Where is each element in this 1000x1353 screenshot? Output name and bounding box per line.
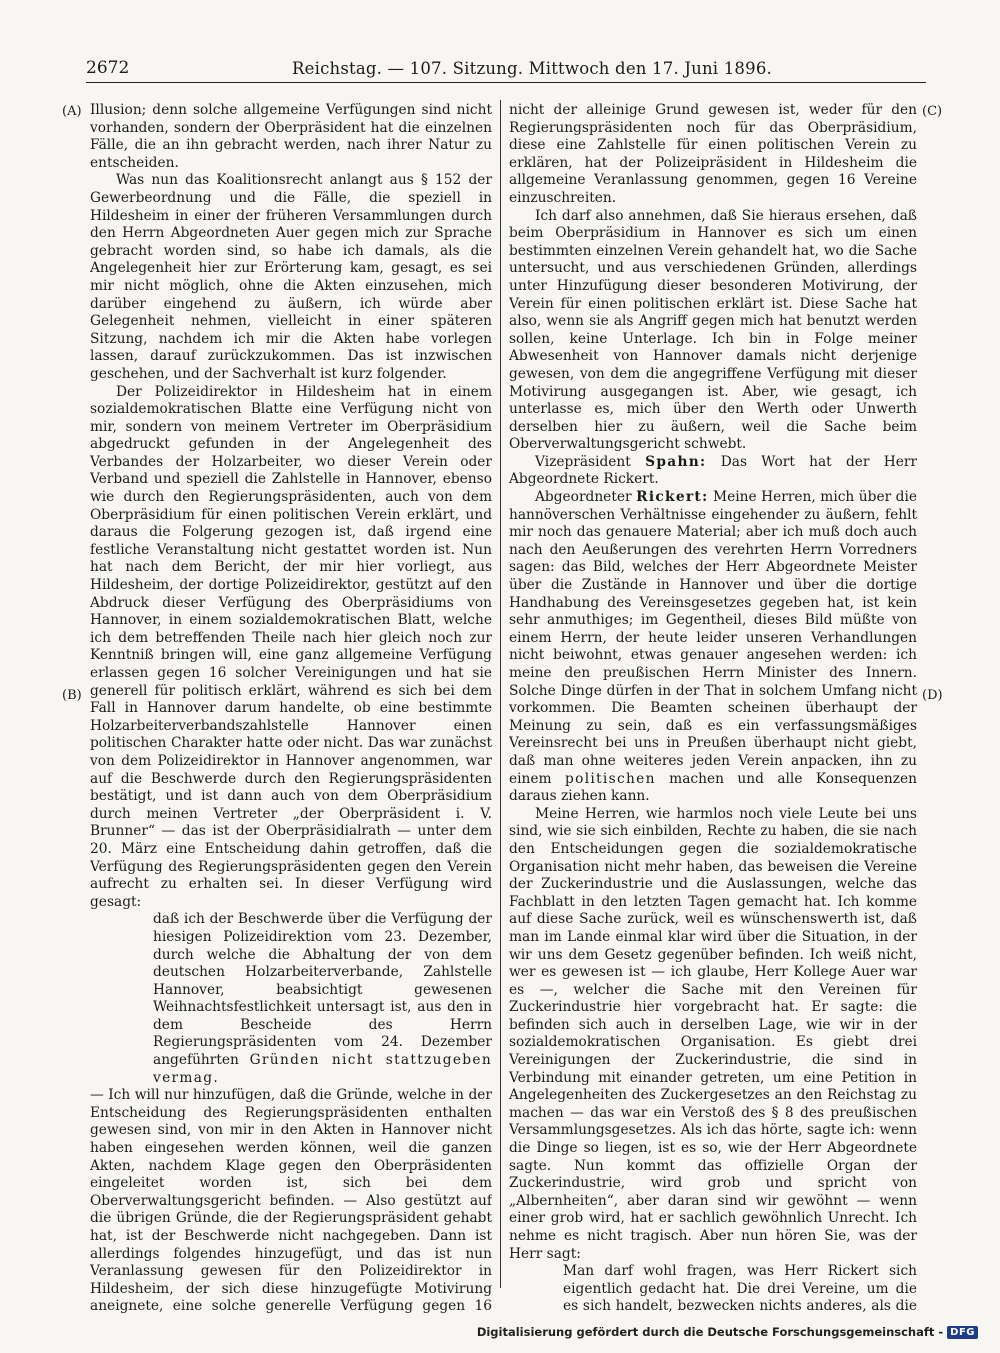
quote-text: daß ich der Beschwerde über die Verfügung der hiesigen Polizeidirektion vom 23. Dezember, durch welche die Abhaltung der von dem deutschen Holzarbeiterverbande, Zahlstelle Hannover, beabsichtigt gewesenen Weihnachtsfestlichkeit untersagt ist, aus den in dem Bescheide des Herrn Regierungspräsidenten vom 24. Dezember angeführten <box>153 911 492 1069</box>
paragraph: Der Polizeidirektor in Hildesheim hat in einem sozialdemokratischen Blatte eine Verfügung nicht von mir, sondern von meinem Vertreter im Oberpräsidium abgedruckt gefunden in der Angelegenheit des Verbandes der Holzarbeiter, wo dieser Verein oder Verband und speziell die Zahlstelle in Hannover, ebenso wie durch den Regierungspräsidenten, auch von dem Oberpräsidium für einen politischen Verein erklärt, und daraus die Folgerung gezogen ist, daß irgend eine festliche Veranstaltung nicht gestattet worden ist. Nun hat nach dem Bericht, der mir hier vorliegt, aus Hildesheim, der dortige Polizeidirektor, gestützt auf den Abdruck dieser Verfügung des Oberpräsidiums von Hannover, in einem sozialdemokratischen Blatt, welche ich dem betreffenden Theile nach hier gleich noch zur Kenntniß bringen will, eine ganz allgemeine Verfügung erlassen gegen 16 solcher Vereinigungen und hat sie generell für politisch erklärt, während es sich bei dem Fall in Hannover darum handelte, ob eine bestimmte Holzarbeiterverbandszahlstelle Hannover einen politischen Charakter hatte oder nicht. Das war zunächst von dem Polizeidirektor in Hannover angenommen, war auf die Beschwerde durch den Regierungspräsidenten bestätigt, und ist dann auch von dem Oberpräsidium durch meinen Vertreter „der Oberpräsident i. V. Brunner“ — das ist der Oberpräsidialrath — unter dem 20. März eine Entscheidung dahin getroffen, daß die Verfügung des Regierungspräsidenten gegen den Verein aufrecht zu erhalten sei. In dieser Verfügung wird gesagt: <box>90 383 492 910</box>
right-column <box>509 102 917 1314</box>
speaker-name: Rickert: <box>636 489 709 506</box>
paragraph: Ich darf also annehmen, daß Sie hieraus ersehen, daß beim Oberpräsidium in Hannover es sich um einen bestimmten einzelnen Verein gehandelt hat, wo die Sache untersucht, und aus verschiedenen Gründen, allerdings unter Hinzufügung dieser besonderen Motivirung, der Verein für einen politischen erklärt ist. Diese Sache hat also, wenn sie als Angriff gegen mich hat benutzt werden sollen, keine Unterlage. Ich bin in Folge meiner Abwesenheit von Hannover damals nicht derjenige gewesen, von dem die angegriffene Verfügung mit dieser Motivirung ausgegangen ist. Aber, wie gesagt, ich unterlasse es, mich über den Werth oder Unwerth derselben hier zu äußern, weil die Sache beim Oberverwaltungsgericht schwebt. <box>509 207 917 453</box>
margin-mark-b: (B) <box>62 688 82 703</box>
block-quote <box>563 1263 917 1314</box>
running-title: Reichstag. — 107. Sitzung. Mittwoch den 17. Juni 1896. <box>292 59 772 78</box>
block-quote <box>153 911 492 1087</box>
dfg-logo: DFG <box>947 1326 978 1339</box>
page-header <box>86 58 926 83</box>
quote-text: Man darf wohl fragen, was Herr Rickert sich eigentlich gedacht hat. Die drei Vereine, um die es sich handelt, bezwecken nichts anderes, als die <box>563 1263 917 1314</box>
speech-text-spaced: politischen <box>565 770 656 787</box>
margin-mark-a: (A) <box>62 104 82 119</box>
column-divider <box>500 100 501 1288</box>
paragraph: — Ich will nur hinzufügen, daß die Gründe, welche in der Entscheidung des Regierungspräsidenten enthalten gewesen sind, von mir in den Akten in Hannover nicht haben eingesehen werden können, weil die ganzen Akten, nachdem Klage gegen den Oberpräsidenten eingeleitet worden ist, sich bei dem Oberverwaltungsgericht befinden. — Also gestützt auf die übrigen Gründe, die der Regierungspräsident gehabt hat, ist der Beschwerde nicht nachgegeben. Dann ist allerdings folgendes hinzugefügt, und das ist nun Veranlassung gewesen für den Polizeidirektor in Hildesheim, der sich diese hinzugefügte Motivirung aneignete, eine solche generelle Verfügung gegen 16 <box>90 1087 492 1314</box>
paragraph: Was nun das Koalitionsrecht anlangt aus § 152 der Gewerbeordnung und die Fälle, die speziell in Hildesheim in einer der früheren Versammlungen durch den Herrn Abgeordneten Auer gegen mich zur Sprache gebracht worden sind, so habe ich damals, als die Angelegenheit hier zur Erörterung kam, gesagt, es sei mir nicht möglich, ohne die Akten einzusehen, mich darüber eingehend zu äußern, ich würde aber Gelegenheit nehmen, vielleicht in einer späteren Sitzung, nachdem ich mir die Akten habe vorlegen lassen, darauf zurückzukommen. Das ist inzwischen geschehen, und der Sachverhalt ist kurz folgender. <box>90 172 492 382</box>
left-column <box>90 102 492 1314</box>
paragraph: Meine Herren, wie harmlos noch viele Leute bei uns sind, wie sie sich einbilden, Rechte zu haben, die sie nach den Entscheidungen gegen die sozialdemokratische Organisation nicht mehr haben, das beweisen die Vereine der Zuckerindustrie und die Auslassungen, welche das Fachblatt in den letzten Tagen gemacht hat. Ich komme auf diese Sache zurück, weil es wünschenswerth ist, daß man im Lande einmal klar wird über die Situation, in der wir uns dem Gesetz gegenüber befinden. Ich weiß nicht, wer es gewesen ist — ich glaube, Herr Kollege Auer war es —, welcher die Sache mit den Vereinen für Zuckerindustrie hier vorgebracht hat. Er sagte: die befinden sich auch in derselben Lage, wie wir in der sozialdemokratischen Organisation. Es giebt drei Vereinigungen der Zuckerindustrie, die sind in Verbindung mit einander getreten, um eine Petition in Angelegenheiten des Zuckergesetzes an den Reichstag zu machen — das war ein Verstoß des § 8 des preußischen Versammlungsgesetzes. Als ich das hörte, sagte ich: wenn die Dinge so liegen, ist es so, wie der Herr Abgeordnete sagte. Nun kommt das offizielle Organ der Zuckerindustrie, wird grob und spricht von „Albernheiten“, aber daran sind wir gewöhnt — wenn einer grob wird, hat er sachlich gewöhnlich Unrecht. Ich nehme es nicht tragisch. Aber nun hören Sie, was der Herr sagt: <box>509 805 917 1262</box>
page-number: 2672 <box>86 58 130 78</box>
speech-text: Das Wort hat der Herr Abgeordnete Rickert. <box>509 453 917 488</box>
speech-text: machen und alle Konsequenzen daraus ziehen kann. <box>509 770 917 805</box>
quote-text-spaced: Gründen nicht stattzugeben vermag. <box>153 1052 492 1086</box>
speaker-role: Vizepräsident <box>535 453 631 470</box>
speaker-paragraph <box>509 454 917 489</box>
speaker-role: Abgeordneter <box>535 489 632 506</box>
paragraph: Illusion; denn solche allgemeine Verfügungen sind nicht vorhanden, sondern der Oberpräsident hat die einzelnen Fälle, die an ihn gebracht werden, nach ihrer Natur zu entscheiden. <box>90 102 492 171</box>
margin-mark-d: (D) <box>922 688 943 703</box>
digitization-footer <box>477 1325 978 1339</box>
paragraph: nicht der alleinige Grund gewesen ist, weder für den Regierungspräsidenten noch für das Oberpräsidium, diese eine Zahlstelle für einen politischen Verein zu erklären, hat der Polizeipräsident in Hildesheim die allgemeine Veranlassung genommen, gegen 16 Vereine einzuschreiten. <box>509 102 917 206</box>
speaker-name: Spahn: <box>645 453 707 470</box>
footer-text: Digitalisierung gefördert durch die Deutsche Forschungsgemeinschaft - <box>476 1325 944 1339</box>
speaker-paragraph <box>509 489 917 806</box>
speech-text: Meine Herren, mich über die hannöverschen Verhältnisse eingehender zu äußern, fehlt mir noch das genauere Material; aber ich muß doch auch nach den Aeußerungen des verehrten Herrn Vorredners sagen: das Bild, welches der Herr Abgeordnete Meister über die Zustände in Hannover und über die dortige Handhabung des Vereinsgesetzes gegeben hat, ist kein sehr anmuthiges; im Gegentheil, dieses Bild müßte von einem Herrn, der heute leider unseren Verhandlungen nicht beiwohnt, etwas genauer angesehen werden: ich meine den preußischen Herrn Minister des Innern. Solche Dinge dürfen in der That in solchem Umfang nicht vorkommen. Die Beamten scheinen überhaupt der Meinung zu sein, daß es ein verfassungsmäßiges Vereinsrecht bei uns in Preußen überhaupt nicht giebt, daß man ohne weiteres jeden Verein anpacken, ihn zu einem <box>509 489 917 787</box>
margin-mark-c: (C) <box>922 104 943 119</box>
